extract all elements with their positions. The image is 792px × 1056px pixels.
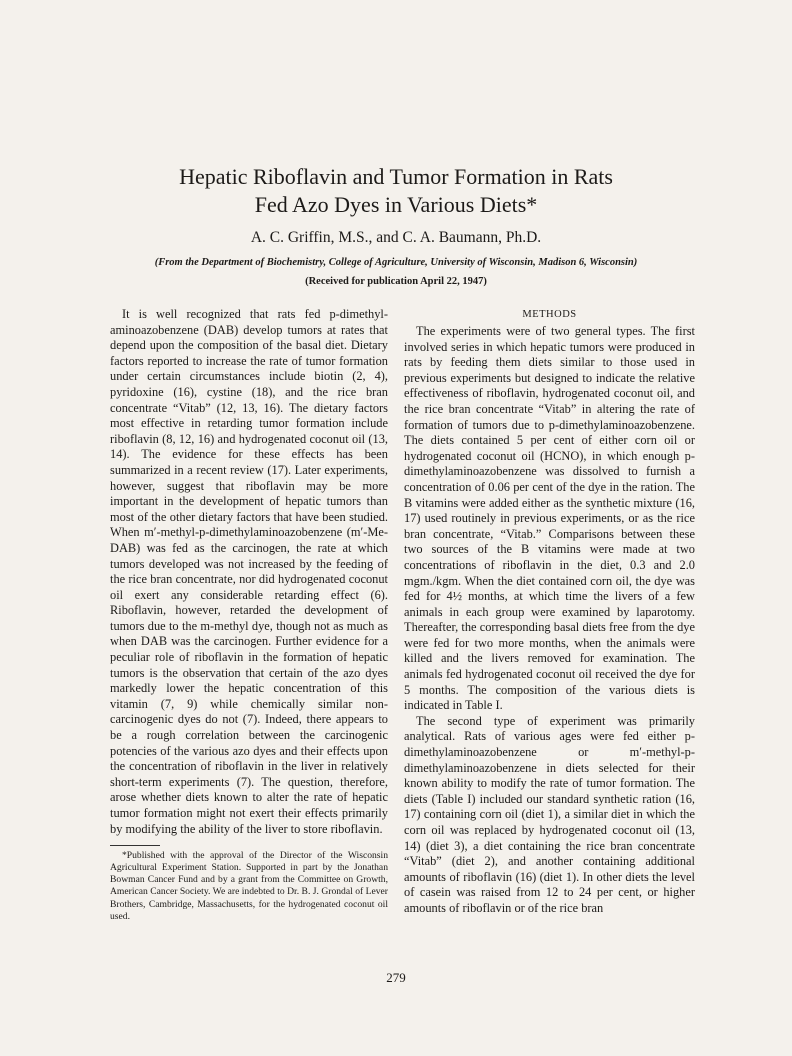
article-title-line-1: Hepatic Riboflavin and Tumor Formation in Rats xyxy=(179,164,613,189)
left-column xyxy=(110,307,388,923)
methods-paragraph-2: The second type of experiment was primarily analytical. Rats of various ages were fed either p-dimethylaminoazobenzene or m′-methyl-p-dimethylaminoazobenzene in diets selected for their known ability to modify the rate of tumor formation. The diets (Table I) included our standard synthetic ration (16, 17) containing corn oil (diet 1), a similar diet in which the corn oil was replaced by hydrogenated coconut oil (13, 14) (diet 3), a diet containing the rice bran concentrate “Vitab” (diet 2), and another containing additional amounts of riboflavin (16) (diet 1). In other diets the level of casein was raised from 12 to 24 per cent, or higher amounts of riboflavin or of the rice bran xyxy=(404,713,695,915)
section-heading-methods: METHODS xyxy=(522,309,577,320)
affiliation: (From the Department of Biochemistry, College of Agriculture, University of Wisconsin, Madison 6, Wisconsin) xyxy=(154,257,638,268)
footnote: *Published with the approval of the Director of the Wisconsin Agricultural Experiment Station. Supported in part by the Jonathan Bowman Cancer Fund and by a grant from the Committee on Growth, American Cancer Society. We are indebted to Dr. B. J. Grondal of Lever Brothers, Cambridge, Massachusetts, for the hydrogenated coconut oil used. xyxy=(110,850,388,922)
article-title-line-2: Fed Azo Dyes in Various Diets* xyxy=(254,192,538,217)
right-column xyxy=(404,307,695,917)
page-number: 279 xyxy=(386,970,406,985)
footnote-divider xyxy=(110,845,160,846)
article-title xyxy=(0,163,792,219)
received-date: (Received for publication April 22, 1947) xyxy=(305,276,487,287)
methods-paragraph-1: The experiments were of two general types. The first involved series in which hepatic tumors were produced in rats by feeding them diets similar to those used in previous experiments but designed to indicate the relative effectiveness of riboflavin, hydrogenated coconut oil, and the rice bran concentrate “Vitab” in altering the rate of formation of tumors due to p-dimethylaminoazobenzene. The diets contained 5 per cent of either corn oil or hydrogenated coconut oil (HCNO), in which enough p-dimethylaminoazobenzene was dissolved to furnish a concentration of 0.06 per cent of the dye in the ration. The B vitamins were added either as the synthetic mixture (16, 17) used routinely in previous experiments, or as the rice bran concentrate, “Vitab.” Comparisons between these two sources of the B vitamins were made at two concentrations of riboflavin in the diet, 0.3 and 2.0 mgm./kgm. When the diet contained corn oil, the dye was fed for 4½ months, at which time the livers of a few animals in each group were examined by laparotomy. Thereafter, the corresponding basal diets free from the dye were fed for two more months, when the animals were killed and the livers removed for examination. The animals fed hydrogenated coconut oil received the dye for 5 months. The composition of the various diets is indicated in Table I. xyxy=(404,324,695,713)
intro-paragraph: It is well recognized that rats fed p-dimethyl-aminoazobenzene (DAB) develop tumors at rates that depend upon the composition of the basal diet. Dietary factors reported to increase the rate of tumor formation under certain circumstances include biotin (2, 4), pyridoxine (16), cystine (18), and the rice bran concentrate “Vitab” (12, 13, 16). The dietary factors most effective in retarding tumor formation include riboflavin (8, 12, 16) and hydrogenated coconut oil (13, 14). The evidence for these effects has been summarized in a recent review (17). Later experiments, however, suggest that riboflavin may be more important in the development of hepatic tumors than most of the other dietary factors that have been studied. When m′-methyl-p-dimethylaminoazobenzene (m′-Me-DAB) was fed as the carcinogen, the rate at which tumors developed was not increased by the feeding of the rice bran concentrate, nor did hydrogenated coconut oil exert any considerable retarding effect (6). Riboflavin, however, retarded the development of tumors due to the m-methyl dye, though not as much as when DAB was the carcinogen. Further evidence for a peculiar role of riboflavin in the formation of hepatic tumors is the observation that certain of the azo dyes markedly lower the hepatic concentration of this vitamin (7, 9) while chemically similar non-carcinogenic dyes do not (7). Indeed, there appears to be a rough correlation between the carcinogenic potencies of the various azo dyes and their effects upon the concentration of riboflavin in the liver in relatively short-term experiments (7). The question, therefore, arose whether diets known to alter the rate of hepatic tumor formation might not exert their effects primarily by modifying the ability of the liver to store riboflavin. xyxy=(110,307,388,836)
authors: A. C. Griffin, M.S., and C. A. Baumann, Ph.D. xyxy=(250,229,542,246)
